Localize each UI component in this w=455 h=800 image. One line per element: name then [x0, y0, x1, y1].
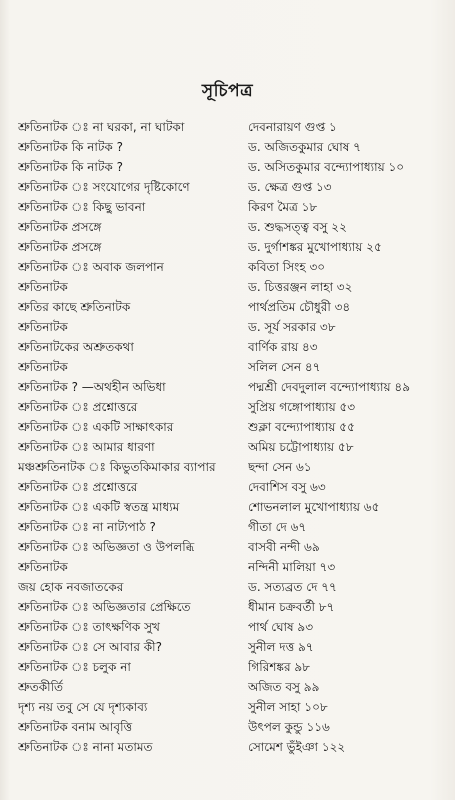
entry-title: শ্রুতির কাছে শ্রুতিনাটক	[18, 300, 131, 314]
entry-title: শ্রুতিনাটক বনাম আবৃত্তি	[18, 720, 133, 734]
entry-author-page: সুনীল দত্ত ৯৭	[248, 640, 314, 654]
entry-author-page: ড. দুর্গাশঙ্কর মুখোপাধ্যায় ২৫	[248, 240, 382, 254]
entry-author-page: পদ্মশ্রী দেবদুলাল বন্দ্যোপাধ্যায় ৪৯	[248, 380, 410, 394]
entry-title: শ্রুতিনাটক ঃ অভিজ্ঞতা ও উপলব্ধি	[18, 540, 195, 554]
page-title: সূচিপত্র	[201, 81, 254, 101]
entry-title: শ্রুতিনাটক	[18, 320, 68, 334]
entry-author-page: বাসবী নন্দী ৬৯	[248, 540, 320, 554]
entry-author-page: ড. ক্ষেত্র গুপ্ত ১৩	[248, 180, 332, 194]
entry-author-page: পার্থ ঘোষ ৯৩	[248, 620, 313, 634]
toc-entry	[0, 396, 455, 418]
toc-entry	[0, 736, 455, 758]
entry-author-page: অমিয় চট্টোপাধ্যায় ৫৮	[248, 440, 354, 454]
entry-author-page: ড. সত্যব্রত দে ৭৭	[248, 580, 337, 594]
entry-title: শ্রুতিনাটক ঃ না ঘরকা, না ঘাটকা	[18, 120, 185, 134]
toc-entry	[0, 276, 455, 298]
entry-author-page: সুপ্রিয় গঙ্গোপাধ্যায় ৫৩	[248, 400, 356, 414]
toc-entry	[0, 496, 455, 518]
entry-author-page: গীতা দে ৬৭	[248, 520, 307, 534]
toc-entry	[0, 356, 455, 378]
entry-author-page: ড. শুদ্ধসত্ত্ব বসু ২২	[248, 220, 347, 234]
toc-entry	[0, 316, 455, 338]
entry-author-page: অজিত বসু ৯৯	[248, 680, 320, 694]
toc-entry	[0, 456, 455, 478]
toc-entry	[0, 696, 455, 718]
toc-entry	[0, 436, 455, 458]
entry-title: শ্রুতিনাটক ঃ প্রশ্নোত্তরে	[18, 400, 138, 414]
toc-entry	[0, 516, 455, 538]
toc-entry	[0, 616, 455, 638]
entry-title: শ্রুতিনাটক কি নাটক ?	[18, 140, 124, 154]
toc-entry	[0, 176, 455, 198]
toc-entry	[0, 416, 455, 438]
toc-entry	[0, 236, 455, 258]
entry-title: শ্রুতিনাটক ঃ অবাক জলপান	[18, 260, 164, 274]
entry-author-page: ড. অসিতকুমার বন্দ্যোপাধ্যায় ১০	[248, 160, 405, 174]
entry-title: দৃশ্য নয় তবু সে যে দৃশ্যকাব্য	[18, 700, 148, 714]
entry-title: শ্রুতিনাটক ঃ অভিজ্ঞতার প্রেক্ষিতে	[18, 600, 191, 614]
toc-entry	[0, 296, 455, 318]
entry-title: শ্রুতিনাটক ঃ প্রশ্নোত্তরে	[18, 480, 138, 494]
entry-author-page: উৎপল কুন্ডু ১১৬	[248, 720, 330, 734]
entry-title: শ্রুতিনাটক ঃ নানা মতামত	[18, 740, 153, 754]
entry-title: শ্রুতিনাটক	[18, 360, 68, 374]
entry-title: শ্রুতিনাটক ঃ আমার ধারণা	[18, 440, 155, 454]
entry-title: শ্রুতিনাটক ঃ কিছু ভাবনা	[18, 200, 146, 214]
entry-author-page: দেবাশিস বসু ৬৩	[248, 480, 326, 494]
entry-title: জয় হোক নবজাতকের	[18, 580, 124, 594]
entry-author-page: ড. অজিতকুমার ঘোষ ৭	[248, 140, 361, 154]
toc-entry	[0, 556, 455, 578]
entry-title: শ্রুতিনাটক কি নাটক ?	[18, 160, 124, 174]
entry-title: শ্রুতিনাটক প্রসঙ্গে	[18, 240, 102, 254]
toc-entry	[0, 136, 455, 158]
entry-title: শ্রুতিনাটক ? —অথহীন অভিধা	[18, 380, 166, 394]
table-of-contents	[0, 116, 455, 756]
entry-title: শ্রুতকীর্তি	[18, 680, 64, 694]
toc-entry	[0, 656, 455, 678]
entry-title: শ্রুতিনাটক ঃ সংযোগের দৃষ্টিকোণে	[18, 180, 190, 194]
entry-title: মঞ্চশ্রুতিনাটক ঃ কিভুতকিমাকার ব্যাপার	[18, 460, 216, 474]
entry-author-page: নন্দিনী মালিয়া ৭৩	[248, 560, 336, 574]
toc-entry	[0, 216, 455, 238]
entry-title: শ্রুতিনাটকের অশ্রুতকথা	[18, 340, 134, 354]
toc-entry	[0, 596, 455, 618]
entry-title: শ্রুতিনাটক ঃ তাৎক্ষণিক সুখ	[18, 620, 160, 634]
entry-author-page: শুক্লা বন্দ্যোপাধ্যায় ৫৫	[248, 420, 355, 434]
toc-entry	[0, 716, 455, 738]
entry-author-page: গিরিশঙ্কর ৯৮	[248, 660, 310, 674]
entry-author-page: ধীমান চক্রবর্তী ৮৭	[248, 600, 335, 614]
entry-title: শ্রুতিনাটক ঃ একটি স্বতন্ত্র মাধ্যম	[18, 500, 180, 514]
entry-author-page: ছন্দা সেন ৬১	[248, 460, 312, 474]
entry-title: শ্রুতিনাটক	[18, 560, 68, 574]
entry-author-page: ড. সূর্য সরকার ৩৮	[248, 320, 336, 334]
toc-entry	[0, 156, 455, 178]
entry-author-page: বার্ণিক রায় ৪৩	[248, 340, 318, 354]
entry-author-page: সোমেশ ভুঁইঞা ১২২	[248, 740, 346, 754]
entry-title: শ্রুতিনাটক প্রসঙ্গে	[18, 220, 102, 234]
entry-author-page: কিরণ মৈত্র ১৮	[248, 200, 318, 214]
entry-title: শ্রুতিনাটক ঃ সে আবার কী?	[18, 640, 162, 654]
toc-entry	[0, 336, 455, 358]
toc-entry	[0, 256, 455, 278]
entry-author-page: শোভনলাল মুখোপাধ্যায় ৬৫	[248, 500, 380, 514]
entry-author-page: ড. চিত্তরঞ্জন লাহা ৩২	[248, 280, 353, 294]
toc-entry	[0, 376, 455, 398]
toc-entry	[0, 676, 455, 698]
entry-author-page: দেবনারায়ণ গুপ্ত ১	[248, 120, 337, 134]
entry-author-page: সুনীল সাহা ১০৮	[248, 700, 328, 714]
entry-title: শ্রুতিনাটক ঃ না নাট্যপাঠ ?	[18, 520, 156, 534]
entry-title: শ্রুতিনাটক ঃ চলুক না	[18, 660, 131, 674]
toc-entry	[0, 196, 455, 218]
toc-entry	[0, 116, 455, 138]
entry-title: শ্রুতিনাটক ঃ একটি সাক্ষাৎকার	[18, 420, 174, 434]
toc-entry	[0, 536, 455, 558]
toc-entry	[0, 476, 455, 498]
entry-author-page: পার্থপ্রতিম চৌধুরী ৩৪	[248, 300, 351, 314]
entry-author-page: কবিতা সিংহ ৩০	[248, 260, 326, 274]
entry-title: শ্রুতিনাটক	[18, 280, 68, 294]
toc-entry	[0, 576, 455, 598]
toc-entry	[0, 636, 455, 658]
entry-author-page: সলিল সেন ৪৭	[248, 360, 321, 374]
